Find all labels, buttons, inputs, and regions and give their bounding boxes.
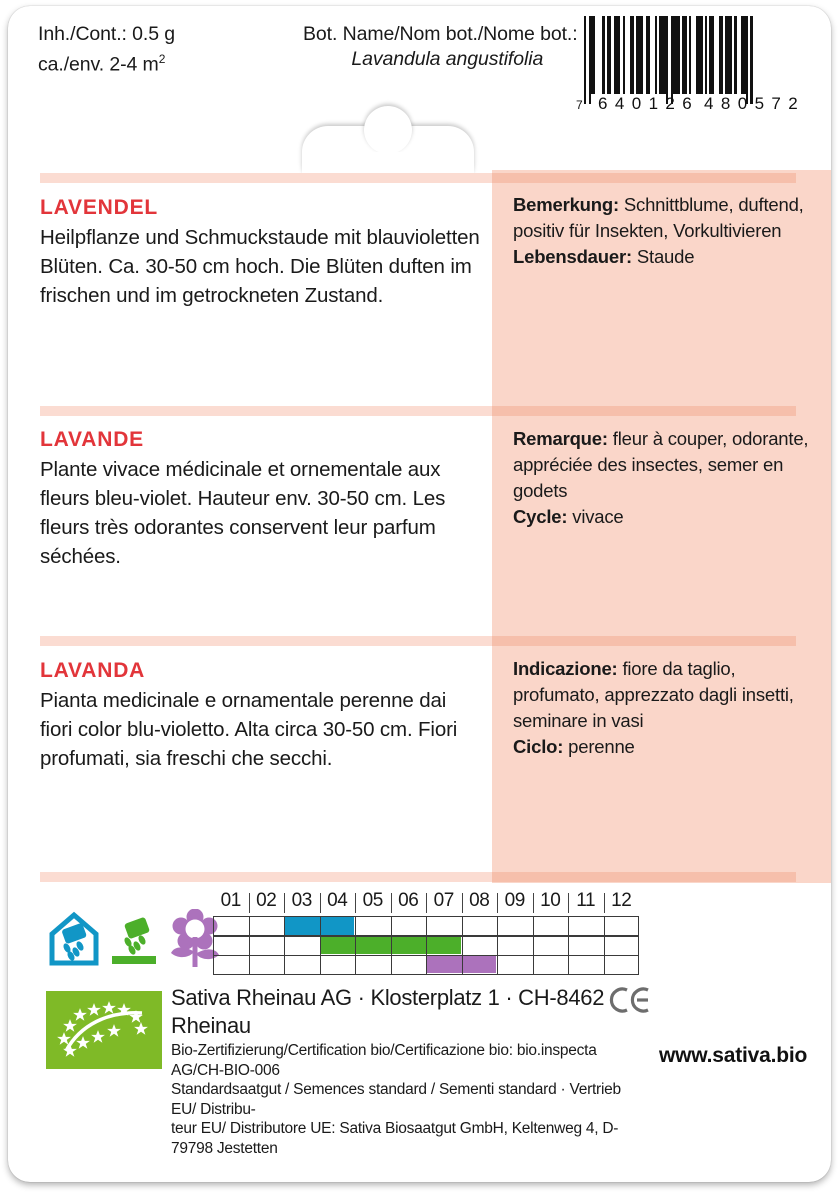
sowing-icons	[46, 908, 206, 970]
calendar-vline	[355, 916, 356, 974]
calendar-month-06: 06	[398, 890, 419, 911]
barcode-digits	[576, 94, 828, 114]
calendar-month-tick	[533, 893, 534, 913]
calendar-vline	[391, 916, 392, 974]
seed-packet-card	[8, 6, 831, 1182]
calendar-vline	[568, 916, 569, 974]
note-fr-1	[513, 504, 813, 530]
standard-seed-line-1: Standardsaatgut / Semences standard / Sementi standard · Vertrieb EU/ Distribu-	[171, 1081, 621, 1118]
calendar-month-tick	[320, 893, 321, 913]
calendar-month-tick	[284, 893, 285, 913]
note-label-de-0: Bemerkung:	[513, 194, 619, 215]
plant-title-fr: LAVANDE	[40, 428, 144, 451]
note-value-de-0: Schnittblume, duftend, positiv für Insekten, Vorkultivieren	[513, 194, 804, 241]
calendar-month-12: 12	[611, 890, 632, 911]
greenhouse-sowing-icon	[46, 908, 102, 973]
plant-description-fr: Plante vivace médicinale et ornementale aux fleurs bleu-violet. Hauteur env. 30-50 cm. Les fleurs très odorantes conservent leur parfum séchées.	[40, 458, 446, 568]
botanical-name-label: Bot. Name/Nom bot./Nome bot.:	[303, 23, 578, 45]
calendar-month-11: 11	[576, 890, 596, 911]
botanical-name-block	[303, 22, 578, 72]
certification-line: Bio-Zertifizierung/Certification bio/Certificazione bio: bio.inspecta AG/CH-BIO-006	[171, 1042, 597, 1079]
calendar-hline	[213, 974, 639, 975]
note-value-it-0: fiore da taglio, profumato, apprezzato dagli insetti, seminare in vasi	[513, 658, 794, 731]
plant-description-it: Pianta medicinale e ornamentale perenne dai fiori color blu-violetto. Alta circa 30-50 cm. Fiori profumati, sia freschi che secchi.	[40, 689, 458, 770]
note-label-it-1: Ciclo:	[513, 736, 564, 757]
standard-seed-line-2: teur EU/ Distributore UE: Sativa Biosaatgut GmbH, Keltenweg 4, D-79798 Jestetten	[171, 1120, 619, 1157]
ce-mark-icon	[608, 986, 654, 1012]
calendar-month-03: 03	[291, 890, 312, 911]
calendar-vline	[249, 916, 250, 974]
calendar-month-tick	[249, 893, 250, 913]
calendar-month-07: 07	[433, 890, 454, 911]
coverage-area-exponent: 2	[158, 52, 166, 66]
notes-fr	[513, 426, 813, 530]
note-it-0	[513, 656, 813, 734]
note-label-fr-0: Remarque:	[513, 428, 608, 449]
calendar-month-05: 05	[362, 890, 383, 911]
calendar-month-tick	[604, 893, 605, 913]
language-section-de	[40, 196, 480, 310]
note-label-de-1: Lebensdauer:	[513, 246, 632, 267]
plant-title-de: LAVENDEL	[40, 196, 159, 219]
calendar-month-01: 01	[220, 890, 241, 911]
eu-organic-logo	[46, 991, 162, 1069]
language-section-fr	[40, 428, 480, 571]
note-it-1	[513, 734, 813, 760]
packet-header	[8, 6, 831, 171]
plant-description-de: Heilpflanze und Schmuckstaude mit blauvioletten Blüten. Ca. 30-50 cm hoch. Die Blüten duften im frischen und im getrockneten Zustand.	[40, 226, 480, 307]
content-weight-info	[38, 22, 175, 78]
direct-sowing-icon	[108, 912, 160, 973]
calendar-month-tick	[568, 893, 569, 913]
calendar-month-09: 09	[504, 890, 525, 911]
sowing-calendar	[213, 890, 639, 974]
note-value-fr-1: vivace	[572, 506, 624, 527]
calendar-vline	[462, 916, 463, 974]
section-divider-de-fr	[40, 406, 796, 416]
calendar-month-10: 10	[540, 890, 561, 911]
notes-it	[513, 656, 813, 760]
barcode-left-group: 640126	[598, 94, 700, 113]
calendar-month-tick	[355, 893, 356, 913]
company-address: Sativa Rheinau AG · Klosterplatz 1 · CH-8462 Rheinau	[171, 985, 605, 1038]
calendar-vline	[213, 916, 214, 974]
calendar-vline	[533, 916, 534, 974]
calendar-vline	[638, 916, 639, 974]
barcode	[576, 16, 828, 116]
note-value-fr-0: fleur à couper, odorante, appréciée des insectes, semer en godets	[513, 428, 809, 501]
note-value-it-1: perenne	[568, 736, 635, 757]
note-de-1	[513, 244, 813, 270]
calendar-vline	[497, 916, 498, 974]
plant-title-it: LAVANDA	[40, 659, 146, 682]
calendar-vline	[284, 916, 285, 974]
calendar-vline	[426, 916, 427, 974]
calendar-month-headers	[213, 890, 639, 916]
barcode-right-group: 480572	[704, 94, 806, 113]
calendar-vline	[320, 916, 321, 974]
note-label-fr-1: Cycle:	[513, 506, 568, 527]
language-section-it	[40, 659, 480, 773]
calendar-vline	[604, 916, 605, 974]
notes-de	[513, 192, 813, 270]
calendar-month-tick	[426, 893, 427, 913]
calendar-month-tick	[391, 893, 392, 913]
calendar-month-08: 08	[469, 890, 490, 911]
website-url[interactable]: www.sativa.bio	[659, 1044, 808, 1067]
calendar-grid	[213, 916, 639, 974]
section-divider-fr-it	[40, 636, 796, 646]
calendar-month-02: 02	[256, 890, 277, 911]
note-label-it-0: Indicazione:	[513, 658, 618, 679]
calendar-month-tick	[462, 893, 463, 913]
botanical-name-value: Lavandula angustifolia	[351, 48, 544, 70]
note-de-0	[513, 192, 813, 244]
section-divider-bottom	[40, 872, 796, 882]
footer-text-block	[171, 984, 641, 1158]
calendar-month-04: 04	[327, 890, 348, 911]
note-value-de-1: Staude	[636, 246, 695, 267]
section-divider-top	[40, 173, 796, 183]
calendar-month-tick	[497, 893, 498, 913]
barcode-lead-digit: 7	[576, 98, 583, 112]
note-fr-0	[513, 426, 813, 504]
barcode-bars	[584, 16, 828, 94]
coverage-area-line: ca./env. 2-4 m	[38, 53, 159, 76]
hang-hole-tab	[364, 106, 412, 154]
content-weight-line: Inh./Cont.: 0.5 g	[38, 23, 176, 45]
